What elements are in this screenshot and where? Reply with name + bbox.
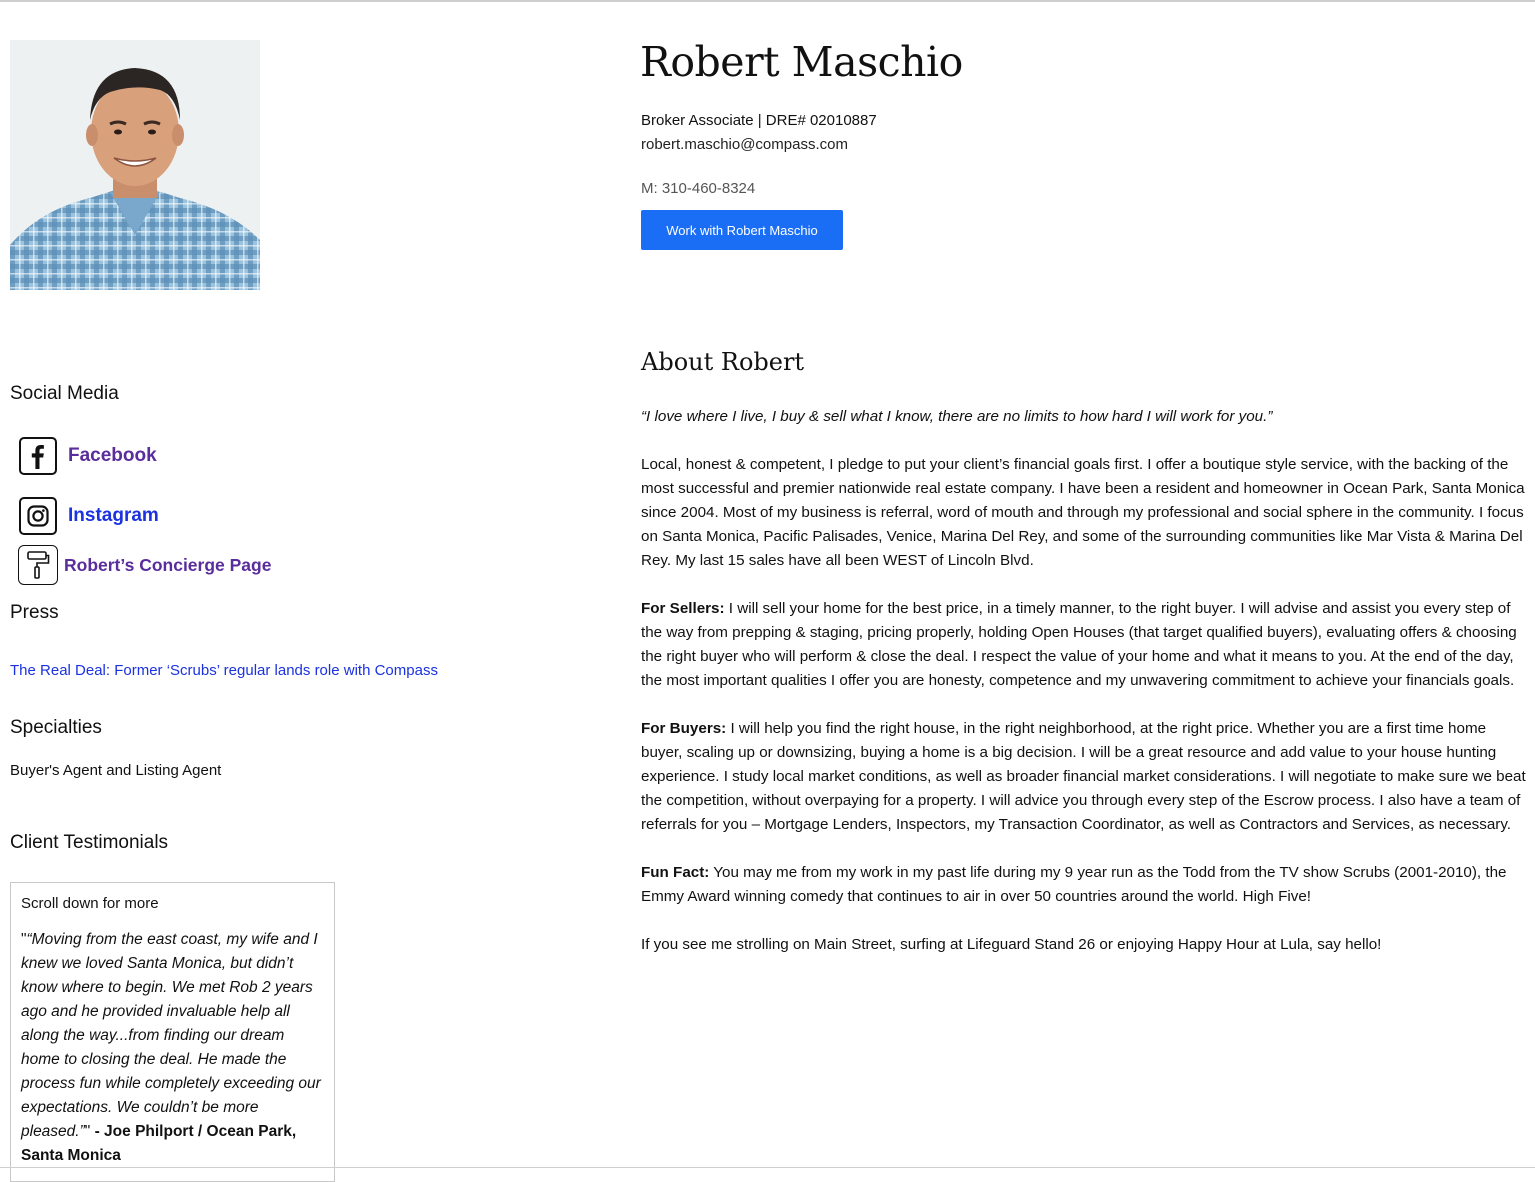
fun-fact-label: Fun Fact: bbox=[641, 864, 710, 881]
testimonial-item bbox=[21, 928, 324, 1168]
social-item-instagram[interactable] bbox=[19, 497, 159, 535]
press-article-link[interactable]: The Real Deal: Former ‘Scrubs’ regular lands role with Compass bbox=[10, 662, 438, 679]
about-sellers bbox=[641, 597, 1527, 693]
paint-roller-icon bbox=[18, 545, 58, 585]
buyers-label: For Buyers: bbox=[641, 720, 727, 737]
social-item-facebook[interactable] bbox=[19, 437, 157, 475]
testimonial-open-quote: " bbox=[21, 931, 27, 948]
about-buyers bbox=[641, 717, 1527, 837]
agent-photo bbox=[10, 40, 260, 290]
testimonials-heading: Client Testimonials bbox=[10, 832, 169, 853]
instagram-icon bbox=[19, 497, 57, 535]
social-media-heading: Social Media bbox=[10, 383, 119, 404]
facebook-icon bbox=[19, 437, 57, 475]
agent-name: Robert Maschio bbox=[640, 38, 963, 86]
sellers-label: For Sellers: bbox=[641, 600, 725, 617]
specialties-text: Buyer's Agent and Listing Agent bbox=[10, 762, 222, 779]
fun-fact-text: You may me from my work in my past life during my 9 year run as the Todd from the TV show Scrubs (2001-2010), the Emmy Award winning comedy that continues to air in over 50 countries around the world. High Five! bbox=[641, 864, 1507, 905]
about-quote: “I love where I live, I buy & sell what I know, there are no limits to how hard I will work for you.” bbox=[641, 408, 1273, 425]
about-heading: About Robert bbox=[641, 348, 805, 376]
agent-portrait bbox=[10, 40, 260, 290]
concierge-page-link[interactable]: Robert’s Concierge Page bbox=[64, 554, 272, 575]
specialties-heading: Specialties bbox=[10, 717, 102, 738]
instagram-link[interactable]: Instagram bbox=[68, 505, 159, 526]
top-divider bbox=[0, 0, 1535, 2]
testimonial-quote: “Moving from the east coast, my wife and I knew we loved Santa Monica, but didn’t know where to begin. We met Rob 2 years ago and he provided invaluable help all along the way...from finding our dream home to closing the deal. He made the process fun while completely exceeding our expectations. We couldn’t be more pleased.” bbox=[21, 931, 321, 1140]
press-heading: Press bbox=[10, 602, 59, 623]
about-fun-fact bbox=[641, 861, 1527, 909]
about-closing: If you see me strolling on Main Street, surfing at Lifeguard Stand 26 or enjoying Happy Hour at Lula, say hello! bbox=[641, 936, 1382, 953]
sellers-text: I will sell your home for the best price, in a timely manner, to the right buyer. I will advise and assist you every step of the way from prepping & staging, pricing properly, holding Open Houses (that target qualified buyers), evaluating offers & choosing the right buyer who will perform & close the deal. I respect the value of your home and what it means to you. At the end of the day, the most important qualities I offer you are honesty, competence and my unwavering commitment to achieve your financials goals. bbox=[641, 600, 1517, 689]
facebook-link[interactable]: Facebook bbox=[68, 445, 157, 466]
bottom-divider bbox=[0, 1167, 1535, 1168]
buyers-text: I will help you find the right house, in the right neighborhood, at the right price. Whether you are a first time home buyer, scaling up or downsizing, buying a home is a big decision. I will be a great resource and add value to your house hunting experience. I study local market conditions, as well as broader financial market considerations. I will negotiate to make sure we beat the competition, without overpaying for a property. I will advice you through every step of the Escrow process. I also have a team of referrals for you – Mortgage Lenders, Inspectors, my Transaction Coordinator, as well as Contractors and Services, as necessary. bbox=[641, 720, 1526, 833]
about-intro: Local, honest & competent, I pledge to put your client’s financial goals first. I offer a boutique style service, with the backing of the most successful and premier nationwide real estate company. I have been a resident and homeowner in Ocean Park, Santa Monica since 2004. Most of my business is referral, word of mouth and through my professional and social sphere in the community. I focus on Santa Monica, Pacific Palisades, Venice, Marina Del Rey, and some of the surrounding communities like Mar Vista & Marina Del Rey. My last 15 sales have all been WEST of Lincoln Blvd. bbox=[641, 456, 1525, 569]
agent-title: Broker Associate | DRE# 02010887 bbox=[641, 112, 877, 129]
testimonial-close-quote: " bbox=[84, 1123, 91, 1140]
scroll-hint: Scroll down for more bbox=[21, 895, 159, 912]
social-item-concierge[interactable] bbox=[18, 545, 271, 585]
work-with-agent-button[interactable]: Work with Robert Maschio bbox=[641, 210, 843, 250]
agent-phone[interactable]: M: 310-460-8324 bbox=[641, 180, 756, 197]
about-body bbox=[641, 405, 1527, 981]
agent-email[interactable]: robert.maschio@compass.com bbox=[641, 136, 848, 153]
testimonials-scroll-box[interactable] bbox=[10, 882, 335, 1182]
testimonial-author: - Joe Philport / Ocean Park, Santa Monica bbox=[21, 1123, 297, 1164]
